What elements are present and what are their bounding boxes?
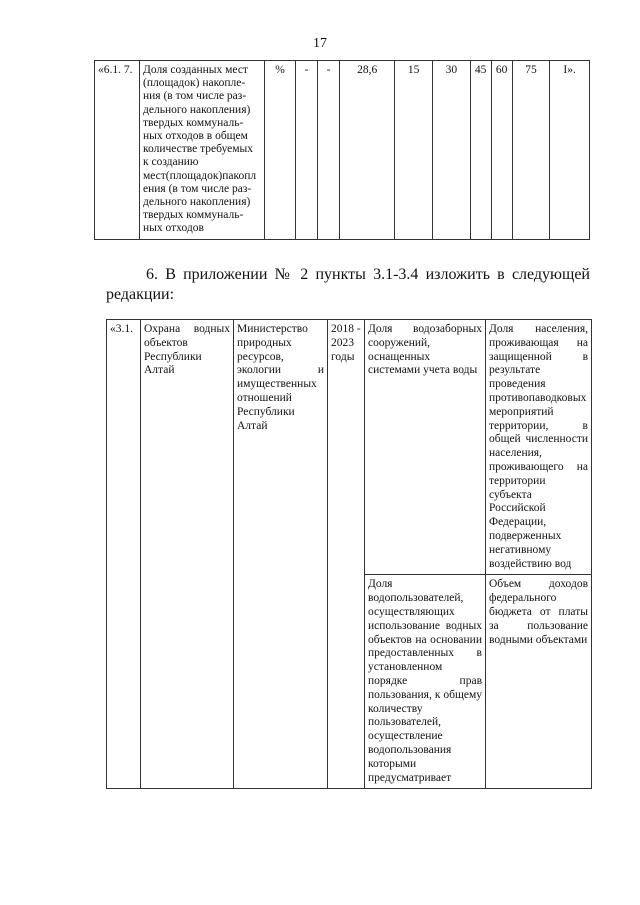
unit-cell: %: [265, 61, 296, 240]
appendix-2-table: [106, 319, 592, 789]
table-row: [107, 320, 592, 575]
value-cell: 60: [491, 61, 512, 240]
row-number: «3.1.: [107, 320, 141, 789]
responsible-ministry: Министерство природных ресурсов, экологии и имущественных отношений Республики Алтай: [234, 320, 328, 789]
page-number: 17: [313, 36, 327, 51]
indicator-name: Доля созданных мест (площадок) накопле-ния (в том числе раз-дельного накопления) твердых коммуналь-ных отходов в общем количестве требуемых к созданию мест(площадок)пакопл ения (в том числе раз-дельного накопления) твердых коммуналь-ных отходов: [140, 61, 265, 240]
indicator-cell: Доля водозаборных сооружений, оснащенных системами учета воды: [365, 320, 486, 575]
target-cell: Доля населения, проживающая на защищенной в результате проведения противопаводковых мероприятий территории, в общей численности населения, проживающего на территории субъекта Российской Федерации, подверженных негативному воздействию вод: [486, 320, 592, 575]
target-cell: Объем доходов федерального бюджета от платы за пользование водными объектами: [486, 575, 592, 789]
indicator-table-continuation: [94, 60, 590, 240]
indicator-cell: Доля водопользователей, осуществляющих использование водных объектов на основании предоставленных в установленном порядке прав пользования, к общему количеству пользователей, осуществление водопользования которыми предусматривает: [365, 575, 486, 789]
value-cell: 28,6: [340, 61, 395, 240]
end-cell: I».: [550, 61, 590, 240]
row-number: «6.1. 7.: [95, 61, 140, 240]
period: 2018 - 2023 годы: [328, 320, 365, 789]
value-cell: -: [296, 61, 318, 240]
amendment-paragraph: 6. В приложении № 2 пункты 3.1-3.4 изложить в следующей редакции:: [106, 266, 590, 303]
value-cell: 45: [470, 61, 491, 240]
value-cell: -: [318, 61, 340, 240]
value-cell: 30: [433, 61, 471, 240]
value-cell: 75: [512, 61, 550, 240]
measure-name: Охрана водных объектов Республики Алтай: [141, 320, 234, 789]
table-row: [95, 61, 590, 240]
value-cell: 15: [395, 61, 433, 240]
